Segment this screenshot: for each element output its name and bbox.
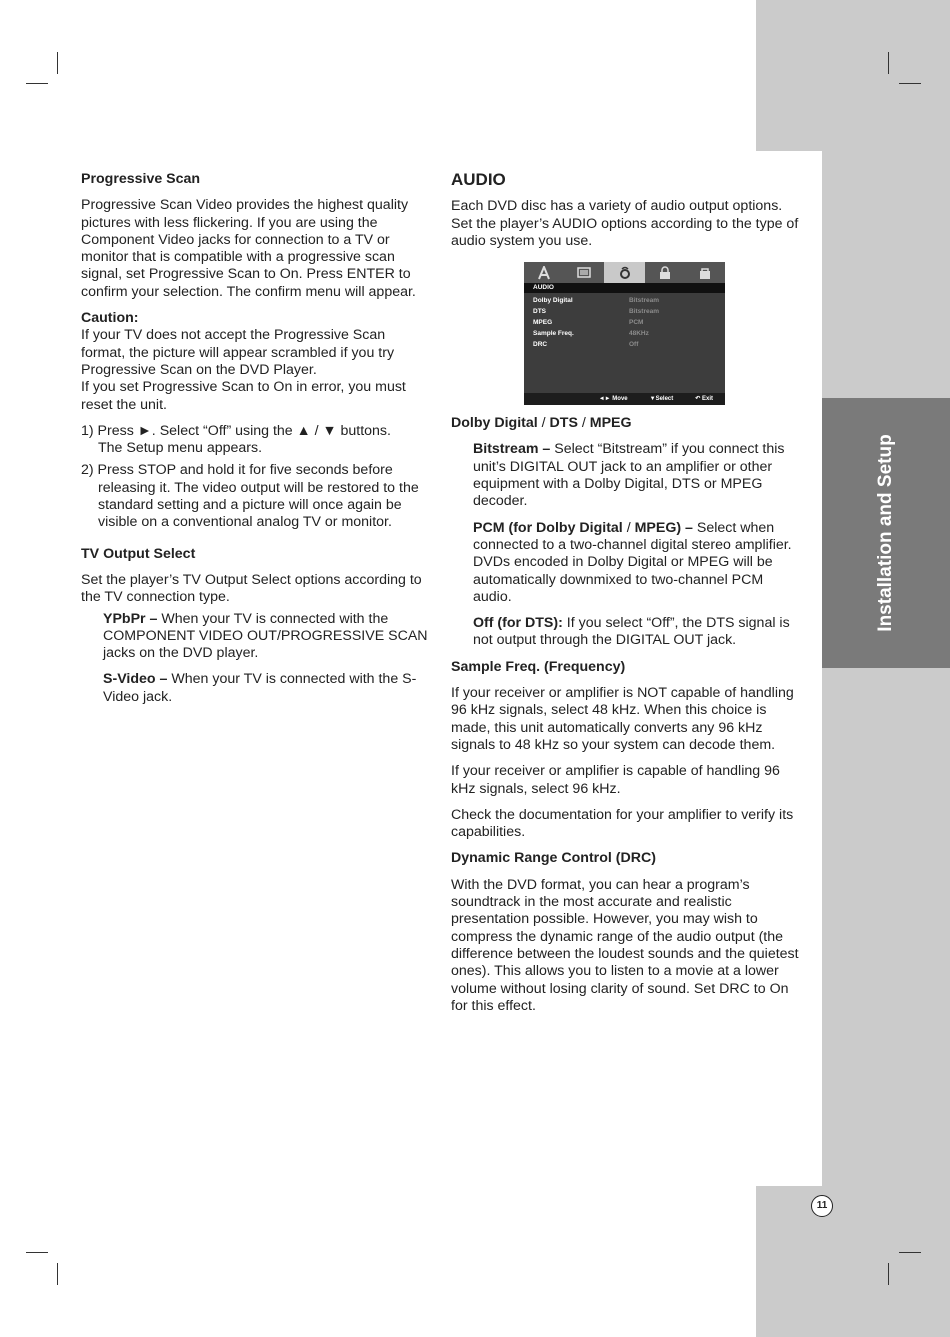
crop-mark: [899, 1252, 921, 1253]
menu-row-label: Dolby Digital: [533, 297, 573, 305]
footer-move-label: Move: [612, 395, 628, 402]
footer-exit: [695, 391, 713, 408]
pcm-option: PCM (for Dolby Digital / MPEG) – Select when connected to a two-channel digital stereo amplifier. DVDs encoded in Dolby Digital or MPEG will be automatically downmixed to two-channel PCM audio.: [473, 519, 792, 605]
dolby-heading: Dolby Digital / DTS / MPEG: [451, 415, 632, 432]
ypbpr-label: YPbPr –: [103, 610, 158, 627]
menu-title: AUDIO: [524, 283, 725, 293]
menu-rows: [524, 293, 725, 350]
sidebar-background-top: [756, 0, 950, 151]
bitstream-option: [451, 441, 801, 510]
section-tab-label: Installation and Setup: [875, 434, 896, 632]
left-column: [81, 171, 431, 715]
svideo-label: S-Video –: [103, 671, 168, 688]
ypbpr-option: [81, 611, 431, 663]
menu-row: [524, 339, 725, 350]
footer-select-label: Select: [655, 395, 674, 402]
bitstream-text: Select “Bitstream” if you connect this unit’s DIGITAL OUT jack to an amplifier or other equipment with a Dolby Digital, DTS or MPEG decoder.: [473, 441, 785, 510]
off-option: [451, 615, 801, 650]
menu-row: [524, 328, 725, 339]
dolby-heading-dolby: Dolby Digital: [451, 415, 538, 432]
step-1-text: 1) Press ►. Select “Off” using the ▲ / ▼ buttons.: [81, 422, 391, 439]
caution-text-2: If you set Progressive Scan to On in error, you must reset the unit.: [81, 379, 406, 413]
sidebar-background-bottom: [756, 1186, 950, 1337]
menu-row-label: DTS: [533, 308, 546, 316]
left-right-arrows-icon: ◄►: [598, 395, 611, 402]
tv-output-heading: TV Output Select: [81, 545, 196, 562]
tv-output-body: Set the player’s TV Output Select options according to the TV connection type.: [81, 571, 422, 606]
sample-freq-heading: Sample Freq. (Frequency): [451, 658, 626, 675]
caution-text-1: If your TV does not accept the Progressive Scan format, the picture will appear scrambled if you try Progressive Scan on the DVD Player.: [81, 327, 395, 378]
pcm-label-1: PCM (for Dolby Digital: [473, 519, 623, 536]
menu-footer: [524, 393, 725, 405]
dolby-heading-mpeg: MPEG: [589, 415, 632, 432]
step-2: 2) Press STOP and hold it for five seconds before releasing it. The video output will be restored to the standard setting and a picture will once again be visible on a conventional analog TV or monitor.: [81, 462, 419, 531]
display-icon: [564, 262, 604, 283]
svideo-text: When your TV is connected with the S-Video jack.: [103, 671, 417, 705]
footer-select: [650, 391, 674, 408]
pcm-text: Select when connected to a two-channel digital stereo amplifier. DVDs encoded in Dolby Digital or MPEG will be automatically downmixed to two-channel PCM audio.: [473, 519, 792, 605]
reset-steps: [81, 423, 431, 532]
menu-row-label: Sample Freq.: [533, 330, 574, 338]
return-icon: ↶: [695, 395, 701, 402]
drc-heading: Dynamic Range Control (DRC): [451, 850, 656, 867]
menu-row: [524, 295, 725, 306]
menu-row-value: PCM: [629, 319, 644, 327]
menu-row: [524, 317, 725, 328]
ypbpr-text: When your TV is connected with the COMPONENT VIDEO OUT/PROGRESSIVE SCAN jacks on the DVD player.: [103, 610, 428, 662]
crop-mark: [57, 1263, 58, 1285]
sample-freq-p1: If your receiver or amplifier is NOT capable of handling 96 kHz signals, select 48 kHz. When this choice is made, this unit automatically converts any 96 kHz signals to 48 kHz so your system can decode them.: [451, 685, 794, 753]
menu-icon-bar: [524, 262, 725, 283]
footer-exit-label: Exit: [701, 395, 713, 402]
off-text: If you select “Off”, the DTS signal is not output through the DIGITAL OUT jack.: [473, 615, 790, 649]
svideo-option: [81, 671, 431, 706]
pcm-label-2: MPEG) –: [634, 519, 693, 536]
caution-block: [81, 310, 431, 414]
progressive-scan-heading: Progressive Scan: [81, 171, 201, 187]
sidebar-band: [822, 151, 950, 1337]
audio-menu-screenshot: [524, 262, 725, 405]
language-icon: [524, 262, 564, 283]
audio-intro: Each DVD disc has a variety of audio output options. Set the player’s AUDIO options according to the type of audio system you use.: [451, 198, 799, 249]
step-1: [81, 423, 431, 458]
menu-row-value: 48KHz: [629, 330, 649, 338]
page-number: 11: [811, 1195, 833, 1217]
sample-freq-p3: Check the documentation for your amplifier to verify its capabilities.: [451, 806, 794, 841]
caution-label: Caution:: [81, 310, 139, 327]
lock-icon: [645, 262, 685, 283]
down-arrow-icon: ▼: [649, 395, 656, 402]
crop-mark: [26, 83, 48, 84]
bitstream-label: Bitstream –: [473, 441, 551, 458]
section-tab: [822, 398, 950, 668]
off-label: Off (for DTS):: [473, 615, 563, 632]
crop-mark: [888, 1263, 889, 1285]
others-icon: [685, 262, 725, 283]
menu-row: [524, 306, 725, 317]
audio-heading: AUDIO: [451, 170, 506, 189]
audio-icon: [604, 262, 644, 283]
dolby-heading-dts: DTS: [549, 415, 578, 432]
menu-row-label: DRC: [533, 341, 548, 349]
progressive-scan-body: Progressive Scan Video provides the highest quality pictures with less flickering. If you are using the Component Video jacks for connection to a TV or monitor that is compatible with a progressive scan signal, set Progressive Scan to On. Press ENTER to confirm your selection. The confirm menu will appear.: [81, 197, 416, 300]
crop-mark: [899, 83, 921, 84]
menu-row-value: Bitstream: [629, 308, 659, 316]
crop-mark: [888, 52, 889, 74]
drc-body: With the DVD format, you can hear a program’s soundtrack in the most accurate and realistic presentation possible. However, you may wish to compress the dynamic range of the audio output (the difference between the loudest sounds and the quietest ones). This allows you to listen to a movie at a lower volume without losing clarity of sound. Set DRC to On for this effect.: [451, 876, 799, 1014]
menu-row-value: Bitstream: [629, 297, 659, 305]
footer-move: [599, 391, 628, 408]
right-column: [451, 171, 801, 1024]
crop-mark: [26, 1252, 48, 1253]
step-1-subtext: The Setup menu appears.: [98, 440, 263, 457]
menu-row-value: Off: [629, 341, 639, 349]
crop-mark: [57, 52, 58, 74]
menu-row-label: MPEG: [533, 319, 553, 327]
sample-freq-p2: If your receiver or amplifier is capable of handling 96 kHz signals, select 96 kHz.: [451, 763, 780, 797]
